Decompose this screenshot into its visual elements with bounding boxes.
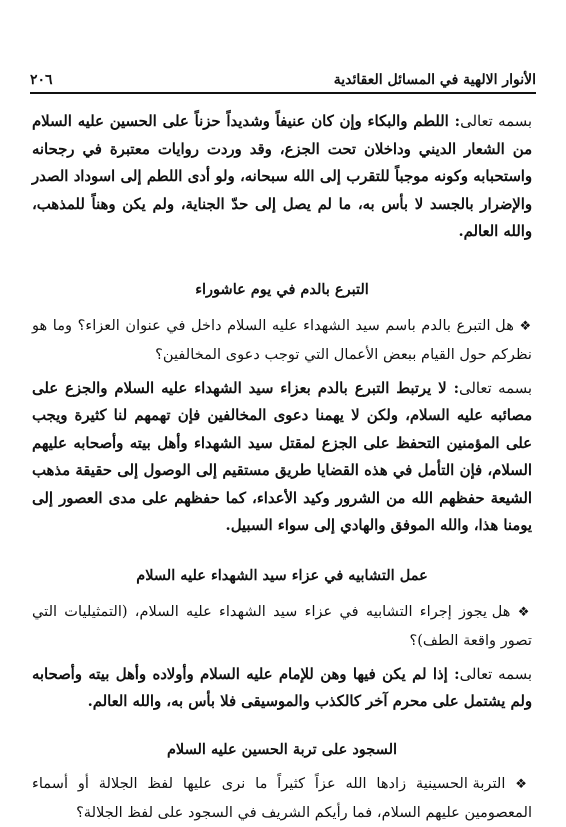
- answer-paragraph: بسمه تعالى: اللطم والبكاء وإن كان عنيفاً وشديداً حزناً على الحسين عليه السلام من الشعار الديني وداخلان تحت الجزع، وقد وردت روايات معتبرة في رجحانه واستحبابه وكونه موجباً للتقرب إلى الله سبحانه، ولو أدى اللطم إلى اسوداد الصدر والإضرار بالجسد لا بأس به، ما لم يصل إلى حدّ الجناية، ولم يكن وهناً للمذهب، والله العالم.: [32, 113, 532, 240]
- answer-label: بسمه تعالى: [459, 379, 532, 397]
- section-heading: عمل التشابيه في عزاء سيد الشهداء عليه السلام: [136, 566, 428, 584]
- page-number: ٢٠٦: [30, 72, 53, 88]
- running-title: الأنوار الالهية في المسائل العقائدية: [333, 72, 536, 88]
- diamond-bullet-icon: ❖: [519, 318, 533, 334]
- answer-label: بسمه تعالى: [460, 113, 532, 130]
- section-heading: السجود على تربة الحسين عليه السلام: [166, 740, 398, 758]
- section-heading: التبرع بالدم في يوم عاشوراء: [195, 280, 369, 298]
- diamond-bullet-icon: ❖: [515, 776, 532, 792]
- page-content: [32, 108, 532, 827]
- page-header: [30, 52, 536, 94]
- answer-label: بسمه تعالى: [459, 665, 532, 683]
- answer-text: اللطم والبكاء وإن كان عنيفاً وشديداً حزناً على الحسين عليه السلام من الشعار الديني وداخلان تحت الجزع، وقد وردت روايات معتبرة في رجحانه واستحبابه وكونه موجباً للتقرب إلى الله سبحانه، ولو أدى اللطم إلى اسوداد الصدر والإضرار بالجسد لا بأس به، ما لم يصل إلى حدّ الجناية، ولم يكن وهناً للمذهب، والله العالم.: [32, 113, 532, 240]
- question-paragraph: [32, 312, 532, 369]
- diamond-bullet-icon: ❖: [517, 604, 532, 620]
- answer-paragraph: بسمه تعالى: لا يرتبط التبرع بالدم بعزاء سيد الشهداء عليه السلام والجزع على مصائبه عليه السلام، ولكن لا يهمنا دعوى المخالفين فإن تهمهم لنا كثيرة ويجب على المؤمنين التحفظ على الجزع لمقتل سيد الشهداء وأهل بيته وأصحابه عليهم السلام، فإن التأمل في هذه القضايا طريق مستقيم إلى الوصول إلى حقيقة مذهب الشيعة حفظهم الله من الشرور وكيد الأعداء، كما حفظهم على مدى العصور إلى يومنا هذا، والله الموفق والهادي إلى سواء السبيل.: [32, 379, 532, 534]
- answer-text: لا يرتبط التبرع بالدم بعزاء سيد الشهداء عليه السلام والجزع على مصائبه عليه السلام، ولكن لا يهمنا دعوى المخالفين فإن تهمهم لنا كثيرة ويجب على المؤمنين التحفظ على الجزع لمقتل سيد الشهداء وأهل بيته وأصحابه عليهم السلام، فإن التأمل في هذه القضايا طريق مستقيم إلى الوصول إلى حقيقة مذهب الشيعة حفظهم الله من الشرور وكيد الأعداء، كما حفظهم على مدى العصور إلى يومنا هذا، والله الموفق والهادي إلى سواء السبيل.: [32, 379, 532, 534]
- question-text: هل التبرع بالدم باسم سيد الشهداء عليه السلام داخل في عنوان العزاء؟ وما هو نظركم حول القيام ببعض الأعمال التي توجب دعوى المخالفين؟: [32, 316, 532, 363]
- question-text: هل يجوز إجراء التشابيه في عزاء سيد الشهداء عليه السلام، (التمثيليات التي تصور واقعة الطف)؟: [32, 602, 532, 649]
- question-text: التربة الحسينية زادها الله عزاً كثيراً ما نرى عليها لفظ الجلالة أو أسماء المعصومين عليهم السلام، فما رأيكم الشريف في السجود على لفظ الجلالة؟: [32, 774, 532, 821]
- answer-text: إذا لم يكن فيها وهن للإمام عليه السلام وأولاده وأهل بيته وأصحابه ولم يشتمل على محرم آخر كالكذب والموسيقى فلا بأس به، والله العالم.: [32, 665, 532, 710]
- question-paragraph: [32, 770, 532, 827]
- answer-paragraph: بسمه تعالى: إذا لم يكن فيها وهن للإمام عليه السلام وأولاده وأهل بيته وأصحابه ولم يشتمل على محرم آخر كالكذب والموسيقى فلا بأس به، والله العالم.: [32, 665, 532, 710]
- question-paragraph: [32, 598, 532, 655]
